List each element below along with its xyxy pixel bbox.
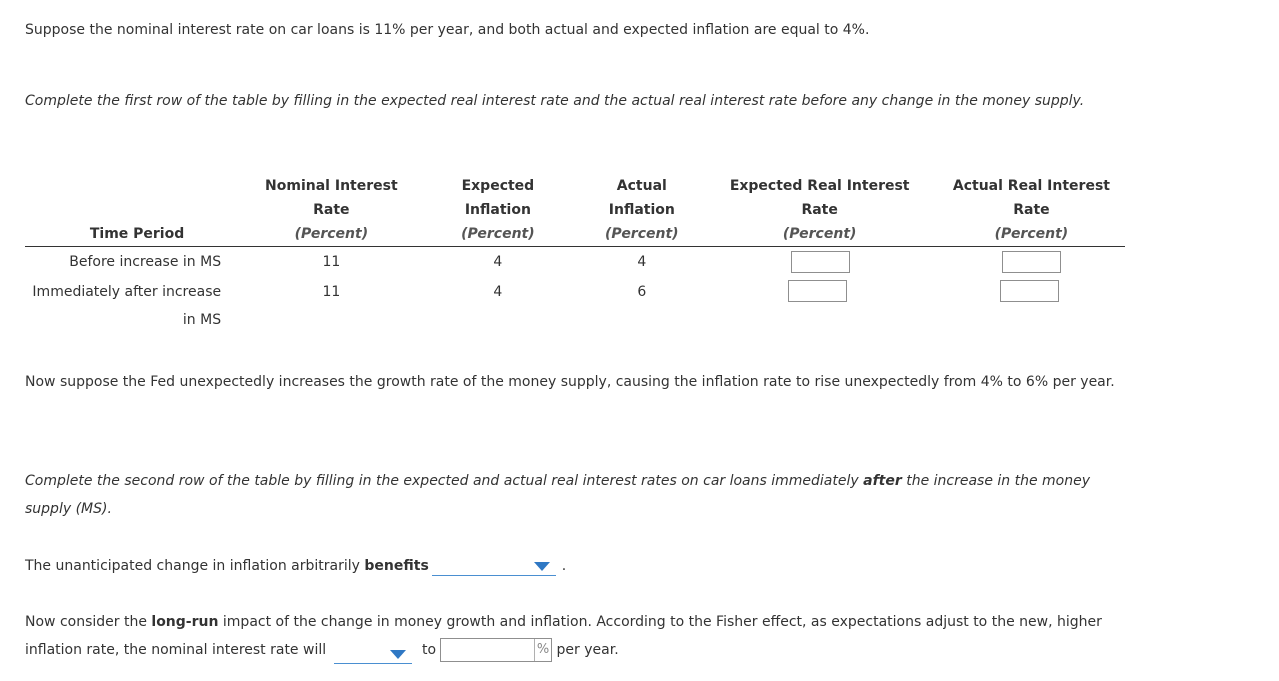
benefits-line xyxy=(25,556,566,576)
header-actual-real-unit: (Percent) xyxy=(994,226,1069,242)
header-actual-real-line2: Rate xyxy=(1013,202,1050,218)
long-run-text-1: Now consider the xyxy=(25,614,152,630)
benefits-dropdown[interactable] xyxy=(432,557,556,576)
intro-text: Suppose the nominal interest rate on car loans is 11% per year, and both actual and expected inflation are equal to 4%. xyxy=(25,22,870,38)
header-actual-inflation-line2: Inflation xyxy=(608,202,675,218)
row-period-before: Before increase in MS xyxy=(69,254,222,270)
header-expected-real-line2: Rate xyxy=(801,202,838,218)
benefits-bold: benefits xyxy=(364,558,429,574)
expected-real-rate-input-after[interactable] xyxy=(788,280,847,302)
table-row xyxy=(25,277,1125,334)
row-expected-inflation: 4 xyxy=(493,254,503,270)
instruction-first-row: Complete the first row of the table by filling in the expected real interest rate and the actual real interest rate before any change in the money supply. xyxy=(25,93,1085,109)
row-period-after-line2: in MS xyxy=(182,312,222,328)
header-time-period: Time Period xyxy=(25,222,249,247)
percent-sign: % xyxy=(534,639,551,661)
header-blank xyxy=(25,174,249,198)
long-run-bold: long-run xyxy=(151,614,219,630)
instruction-2-bold: after xyxy=(863,473,902,489)
header-nominal-line2: Rate xyxy=(313,202,350,218)
actual-real-rate-input-after[interactable] xyxy=(1000,280,1059,302)
header-expected-inflation-unit: (Percent) xyxy=(461,226,535,242)
paragraph-long-run xyxy=(25,608,1125,664)
row-expected-inflation: 4 xyxy=(493,284,503,300)
header-expected-inflation-line2: Inflation xyxy=(464,202,531,218)
row-actual-inflation: 6 xyxy=(637,284,647,300)
row-nominal: 11 xyxy=(322,254,341,270)
instruction-2-before: Complete the second row of the table by filling in the expected and actual real interest rates on car loans immediately xyxy=(25,473,864,489)
header-expected-real-line1: Expected Real Interest xyxy=(729,178,910,194)
header-actual-inflation-line1: Actual xyxy=(616,178,667,194)
long-run-text-2: impact of the change in money growth and inflation. According to the Fisher effect, as expectations adjust to the new, higher inflation rate, the nominal interest rate will xyxy=(25,614,1102,658)
to-label: to xyxy=(422,642,437,658)
header-expected-real-unit: (Percent) xyxy=(782,226,857,242)
nominal-rate-percent-input[interactable] xyxy=(440,638,552,662)
per-year-label: per year. xyxy=(556,642,619,658)
row-period-after-line1: Immediately after increase xyxy=(32,284,222,300)
header-nominal-line1: Nominal Interest xyxy=(265,178,398,194)
actual-real-rate-input-before[interactable] xyxy=(1002,251,1061,273)
header-actual-real-line1: Actual Real Interest xyxy=(952,178,1110,194)
header-blank xyxy=(25,198,249,222)
chevron-down-icon xyxy=(534,562,550,571)
row-actual-inflation: 4 xyxy=(637,254,647,270)
benefits-period: . xyxy=(561,558,567,574)
header-nominal-unit: (Percent) xyxy=(294,226,369,242)
row-nominal: 11 xyxy=(322,284,341,300)
instruction-2-after: the increase in the money supply (MS). xyxy=(25,473,1091,517)
header-actual-inflation-unit: (Percent) xyxy=(605,226,679,242)
benefits-text: The unanticipated change in inflation arbitrarily xyxy=(25,558,365,574)
chevron-down-icon xyxy=(390,650,406,659)
paragraph-fed-increase: Now suppose the Fed unexpectedly increases the growth rate of the money supply, causing the inflation rate to rise unexpectedly from 4% to 6% per year. xyxy=(25,374,1115,390)
interest-rate-table xyxy=(25,174,1125,334)
header-expected-inflation-line1: Expected xyxy=(461,178,535,194)
table-row xyxy=(25,247,1125,278)
expected-real-rate-input-before[interactable] xyxy=(791,251,850,273)
instruction-second-row xyxy=(25,467,1135,523)
nominal-rate-direction-dropdown[interactable] xyxy=(334,645,412,664)
